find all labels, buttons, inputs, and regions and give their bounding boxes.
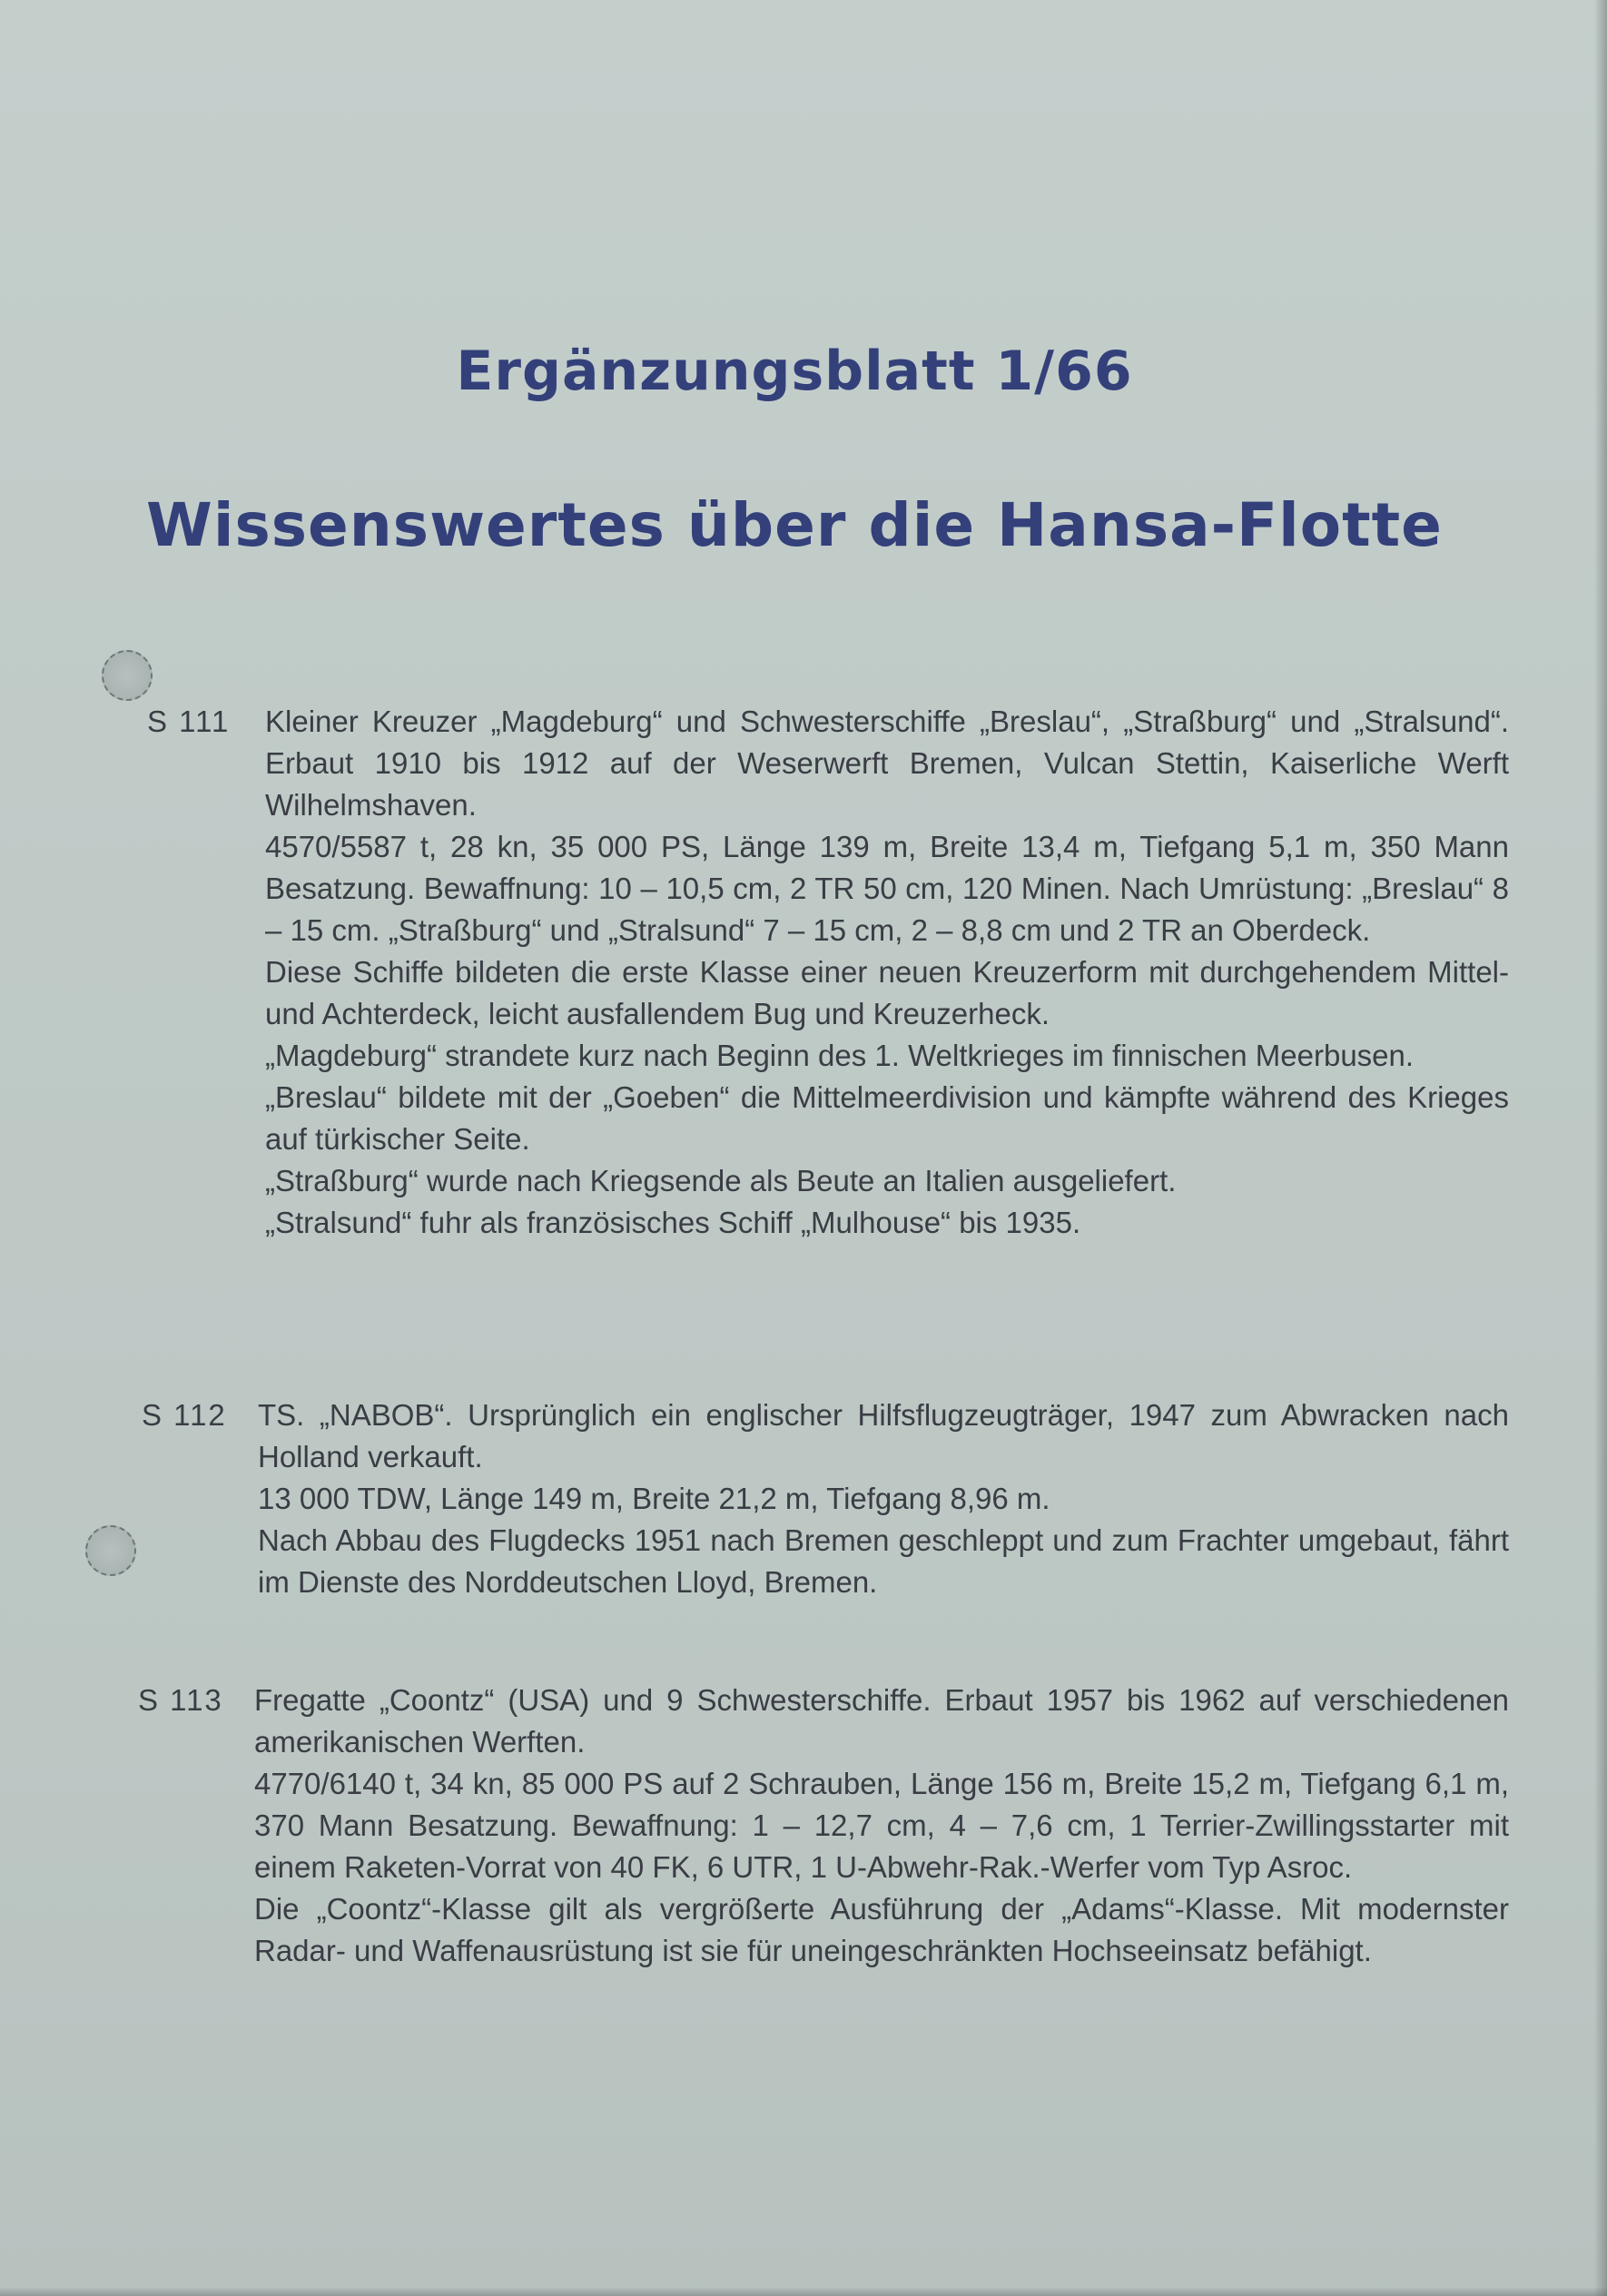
entry-paragraph: Die „Coontz“-Klasse gilt als vergrößerte Ausführung der „Adams“-Klasse. Mit modernster Radar- und Waffenausrüstung ist sie für uneingeschränkten Hochseeinsatz befähigt.	[254, 1892, 1509, 1967]
entry-body	[258, 1394, 1509, 1603]
document-title: Ergänzungsblatt 1/66	[456, 340, 1133, 403]
punch-hole-mark	[85, 1525, 136, 1576]
entry-paragraph: 4770/6140 t, 34 kn, 85 000 PS auf 2 Schrauben, Länge 156 m, Breite 15,2 m, Tiefgang 6,1 m, 370 Mann Besatzung. Bewaffnung: 1 – 12,7 cm, 4 – 7,6 cm, 1 Terrier-Zwillingsstarter mit einem Raketen-Vorrat von 40 FK, 6 UTR, 1 U-Abwehr-Rak.-Werfer vom Typ Asroc.	[254, 1767, 1509, 1884]
entry-paragraph: Nach Abbau des Flugdecks 1951 nach Bremen geschleppt und zum Frachter umgebaut, fährt im Dienste des Norddeutschen Lloyd, Bremen.	[258, 1523, 1509, 1599]
page-bottom-edge	[0, 2287, 1607, 2296]
entry-paragraph: „Breslau“ bildete mit der „Goeben“ die Mittelmeerdivision und kämpfte während des Krieges auf türkischer Seite.	[265, 1080, 1509, 1156]
entry-number: S 113	[138, 1683, 223, 1717]
entry-paragraph: „Magdeburg“ strandete kurz nach Beginn des 1. Weltkrieges im finnischen Meerbusen.	[265, 1039, 1415, 1072]
entry-paragraph: 4570/5587 t, 28 kn, 35 000 PS, Länge 139 m, Breite 13,4 m, Tiefgang 5,1 m, 350 Mann Besatzung. Bewaffnung: 10 – 10,5 cm, 2 TR 50 cm, 120 Minen. Nach Umrüstung: „Breslau“ 8 – 15 cm. „Straßburg“ und „Stralsund“ 7 – 15 cm, 2 – 8,8 cm und 2 TR an Oberdeck.	[265, 830, 1509, 947]
entry-body	[265, 701, 1509, 1244]
page-edge-shadow	[1594, 0, 1607, 2296]
entry-paragraph: Diese Schiffe bildeten die erste Klasse einer neuen Kreuzerform mit durchgehendem Mittel- und Achterdeck, leicht ausfallendem Bug und Kreuzerheck.	[265, 955, 1509, 1030]
punch-hole-mark	[102, 650, 153, 701]
entry-paragraph: Kleiner Kreuzer „Magdeburg“ und Schwesterschiffe „Breslau“, „Straßburg“ und „Stralsund“. Erbaut 1910 bis 1912 auf der Weserwerft Bremen, Vulcan Stettin, Kaiserliche Werft Wilhelmshaven.	[265, 705, 1509, 822]
document-subtitle: Wissenswertes über die Hansa-Flotte	[146, 490, 1443, 560]
entry-body	[254, 1680, 1509, 1972]
entry-paragraph: TS. „NABOB“. Ursprünglich ein englischer Hilfsflugzeugträger, 1947 zum Abwracken nach Holland verkauft.	[258, 1398, 1509, 1473]
entry-paragraph: „Stralsund“ fuhr als französisches Schiff „Mulhouse“ bis 1935.	[265, 1206, 1081, 1239]
entry-number: S 112	[142, 1398, 227, 1432]
entry-paragraph: Fregatte „Coontz“ (USA) und 9 Schwesterschiffe. Erbaut 1957 bis 1962 auf verschiedenen amerikanischen Werften.	[254, 1683, 1509, 1759]
entry-paragraph: „Straßburg“ wurde nach Kriegsende als Beute an Italien ausgeliefert.	[265, 1164, 1177, 1197]
entry-number: S 111	[147, 705, 231, 738]
entry-paragraph: 13 000 TDW, Länge 149 m, Breite 21,2 m, Tiefgang 8,96 m.	[258, 1482, 1050, 1515]
